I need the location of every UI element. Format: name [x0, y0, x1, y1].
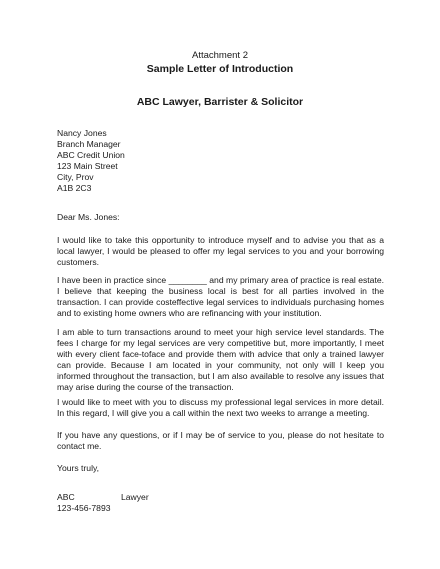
attachment-label: Attachment 2: [192, 50, 248, 61]
recipient-organization: ABC Credit Union: [57, 150, 125, 160]
signature-title: Lawyer: [121, 492, 149, 502]
paragraph-practice: I have been in practice since ________ and my primary area of practice is real estate. I believe that keeping the business local is best for all parties involved in the transaction. I can provide costeffective legal services to individuals purchasing homes and to existing home owners who are refinancing with your institution.: [57, 275, 384, 318]
recipient-city: City, Prov: [57, 172, 94, 182]
paragraph-introduction: I would like to take this opportunity to introduce myself and to advise you that as a local lawyer, I would be pleased to offer my legal services to you and your borrowing customers.: [57, 235, 384, 267]
paragraph-contact: If you have any questions, or if I may be of service to you, please do not hesitate to contact me.: [57, 430, 384, 451]
recipient-name: Nancy Jones: [57, 128, 107, 138]
signature-name: ABC: [57, 492, 75, 502]
salutation: Dear Ms. Jones:: [57, 212, 120, 222]
closing: Yours truly,: [57, 463, 100, 473]
recipient-postal: A1B 2C3: [57, 183, 92, 193]
recipient-street: 123 Main Street: [57, 161, 118, 171]
paragraph-services: I am able to turn transactions around to meet your high service level standards. The fees I charge for my legal services are very competitive but, more importantly, I meet with every client face-toface and provide them with advice that only a trained lawyer can provide. Because I am located in your community, not only will I keep you informed throughout the transaction, but I am also available to resolve any issues that may arise during the course of the transaction.: [57, 327, 384, 392]
paragraph-meeting: I would like to meet with you to discuss my professional legal services in more detail. In this regard, I will give you a call within the next two weeks to arrange a meeting.: [57, 397, 384, 418]
recipient-address: [57, 128, 384, 194]
signature-line: [57, 492, 384, 503]
firm-name: ABC Lawyer, Barrister & Solicitor: [136, 96, 304, 108]
phone-number: 123-456-7893: [57, 503, 111, 513]
recipient-position: Branch Manager: [57, 139, 121, 149]
document-title: Sample Letter of Introduction: [146, 63, 294, 75]
